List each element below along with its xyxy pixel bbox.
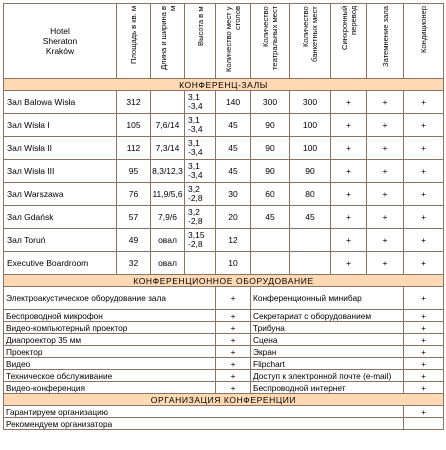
organization-row <box>4 406 444 418</box>
equipment-label: Flipchart <box>251 358 404 370</box>
hall-ac: + <box>404 137 444 160</box>
hall-theatre: 60 <box>251 183 290 206</box>
equipment-label: Сцена <box>251 334 404 346</box>
equipment-label: Секретариат с оборудованием <box>251 310 404 322</box>
col-header-banquet <box>290 4 331 79</box>
organization-value: + <box>404 406 444 418</box>
equipment-label: Беспроводной микрофон <box>4 310 216 322</box>
equipment-value: + <box>216 322 251 334</box>
equipment-value: + <box>404 346 444 358</box>
equipment-row <box>4 370 444 382</box>
hall-sync: + <box>331 229 367 252</box>
hall-area: 312 <box>117 91 151 114</box>
col-header-label: Высота в м <box>195 6 205 46</box>
hall-dims: 11,9/5,6 <box>151 183 185 206</box>
col-header-area <box>117 4 151 79</box>
hall-dims <box>151 91 185 114</box>
table-row <box>4 229 444 252</box>
col-header-label: Количество мест у столов <box>224 6 242 72</box>
hall-theatre: 90 <box>251 114 290 137</box>
hall-theatre: 90 <box>251 160 290 183</box>
col-header-label: Синхронный перевод <box>339 6 358 51</box>
equipment-value: + <box>216 370 251 382</box>
hall-ac: + <box>404 114 444 137</box>
hall-area: 76 <box>117 183 151 206</box>
hall-theatre: 90 <box>251 137 290 160</box>
equipment-value: + <box>404 322 444 334</box>
equipment-label: Видео-компьютерный проектор <box>4 322 216 334</box>
hall-dims: 7,6/14 <box>151 114 185 137</box>
hall-dims: овал <box>151 252 185 275</box>
equipment-value: + <box>216 346 251 358</box>
hall-ac: + <box>404 160 444 183</box>
equipment-label: Техническое обслуживание <box>4 370 216 382</box>
hall-dark: + <box>367 91 404 114</box>
hall-banquet: 45 <box>290 206 331 229</box>
equipment-label: Проектор <box>4 346 216 358</box>
hotel-title-line: Hotel <box>50 26 70 36</box>
hall-tables: 30 <box>216 183 251 206</box>
equipment-label: Экран <box>251 346 404 358</box>
hall-tables: 45 <box>216 114 251 137</box>
equipment-row <box>4 358 444 370</box>
hall-tables: 12 <box>216 229 251 252</box>
equipment-value: + <box>216 358 251 370</box>
hall-theatre <box>251 229 290 252</box>
equipment-value: + <box>404 358 444 370</box>
col-header-sync <box>331 4 367 79</box>
hall-dark: + <box>367 114 404 137</box>
hall-tables: 10 <box>216 252 251 275</box>
equipment-row <box>4 322 444 334</box>
table-row <box>4 160 444 183</box>
organization-row <box>4 418 444 430</box>
equipment-row <box>4 382 444 394</box>
hall-sync: + <box>331 183 367 206</box>
hall-ac: + <box>404 206 444 229</box>
equipment-label: Беспроводной интернет <box>251 382 404 394</box>
hall-tables: 140 <box>216 91 251 114</box>
hall-theatre: 45 <box>251 206 290 229</box>
equipment-label: Конференционный минибар <box>251 287 404 310</box>
hall-theatre: 300 <box>251 91 290 114</box>
hall-dark: + <box>367 160 404 183</box>
equipment-row <box>4 334 444 346</box>
hall-sync: + <box>331 137 367 160</box>
hall-name: Зал Wisła I <box>4 114 117 137</box>
col-header-label: Длина и ширина в м <box>158 6 177 71</box>
col-header-height <box>185 4 216 79</box>
hall-area: 105 <box>117 114 151 137</box>
hall-banquet: 300 <box>290 91 331 114</box>
col-header-dark <box>367 4 404 79</box>
hotel-title <box>4 4 117 79</box>
hall-name: Зал Wisła III <box>4 160 117 183</box>
hall-banquet <box>290 229 331 252</box>
hall-height: 3,2 -2,8 <box>185 183 216 206</box>
hall-sync: + <box>331 91 367 114</box>
equipment-value: + <box>216 287 251 310</box>
equipment-label: Доступ к электронной почте (e-mail) <box>251 370 404 382</box>
hall-dark: + <box>367 206 404 229</box>
equipment-value: + <box>404 370 444 382</box>
col-header-label: Количество театральных мест <box>261 6 279 71</box>
equipment-label: Электроакустическое оборудование зала <box>4 287 216 310</box>
table-row <box>4 91 444 114</box>
hall-area: 112 <box>117 137 151 160</box>
hall-height: 3,1 -3,4 <box>185 114 216 137</box>
equipment-value: + <box>404 382 444 394</box>
hall-dark: + <box>367 183 404 206</box>
hall-sync: + <box>331 206 367 229</box>
hall-theatre <box>251 252 290 275</box>
hall-ac: + <box>404 183 444 206</box>
hall-area: 57 <box>117 206 151 229</box>
hall-height: 3,2 -2,8 <box>185 206 216 229</box>
equipment-value: + <box>404 287 444 310</box>
hall-banquet: 80 <box>290 183 331 206</box>
hall-area: 49 <box>117 229 151 252</box>
equipment-value: + <box>216 310 251 322</box>
hall-name: Зал Gdańsk <box>4 206 117 229</box>
hall-height: 3,15 -2,8 <box>185 229 216 252</box>
table-row <box>4 206 444 229</box>
hall-banquet: 100 <box>290 114 331 137</box>
hall-name: Зал Balowa Wisła <box>4 91 117 114</box>
hall-banquet: 90 <box>290 160 331 183</box>
equipment-value: + <box>404 334 444 346</box>
section-equipment: КОНФЕРЕНЦИОННОЕ ОБОРУДОВАНИЕ <box>4 275 444 287</box>
section-halls: КОНФЕРЕНЦ-ЗАЛЫ <box>4 79 444 91</box>
hall-dark: + <box>367 137 404 160</box>
hall-name: Executive Boardroom <box>4 252 117 275</box>
hall-dims: 7,3/14 <box>151 137 185 160</box>
hall-ac: + <box>404 229 444 252</box>
hall-tables: 45 <box>216 160 251 183</box>
hall-ac: + <box>404 91 444 114</box>
hall-banquet <box>290 252 331 275</box>
hall-area: 32 <box>117 252 151 275</box>
hall-height <box>185 252 216 275</box>
table-row <box>4 252 444 275</box>
col-header-label: Количество банкетных мест <box>301 6 319 62</box>
col-header-tables <box>216 4 251 79</box>
col-header-ac <box>404 4 444 79</box>
hall-height: 3,1 -3,4 <box>185 160 216 183</box>
hall-name: Зал Toruń <box>4 229 117 252</box>
hotel-title-line: Sheraton <box>42 36 78 46</box>
hall-height: 3,1 -3,4 <box>185 137 216 160</box>
equipment-label: Видео-конференция <box>4 382 216 394</box>
equipment-value: + <box>216 334 251 346</box>
equipment-value: + <box>216 382 251 394</box>
table-row <box>4 183 444 206</box>
equipment-label: Трибуна <box>251 322 404 334</box>
equipment-label: Видео <box>4 358 216 370</box>
equipment-row <box>4 310 444 322</box>
hall-tables: 45 <box>216 137 251 160</box>
col-header-theatre <box>251 4 290 79</box>
equipment-row <box>4 287 444 310</box>
equipment-row <box>4 346 444 358</box>
hall-banquet: 100 <box>290 137 331 160</box>
hotel-title-line: Kraków <box>45 46 75 56</box>
section-organization: ОРГАНИЗАЦИЯ КОНФЕРЕНЦИИ <box>4 394 444 406</box>
table-row <box>4 114 444 137</box>
equipment-label: Диапроектор 35 мм <box>4 334 216 346</box>
table-row <box>4 137 444 160</box>
hall-sync: + <box>331 252 367 275</box>
col-header-dims <box>151 4 185 79</box>
hall-name: Зал Wisła II <box>4 137 117 160</box>
hall-tables: 20 <box>216 206 251 229</box>
hall-dims: 8,3/12,3 <box>151 160 185 183</box>
organization-value <box>404 418 444 430</box>
hall-dark: + <box>367 252 404 275</box>
equipment-value: + <box>404 310 444 322</box>
col-header-label: Затемнение зала <box>380 6 390 68</box>
conference-table <box>3 3 444 430</box>
hall-name: Зал Warszawa <box>4 183 117 206</box>
hall-dark: + <box>367 229 404 252</box>
hall-sync: + <box>331 114 367 137</box>
hall-ac: + <box>404 252 444 275</box>
hall-dims: 7,9/6 <box>151 206 185 229</box>
organization-label: Рекомендуем организатора <box>4 418 404 430</box>
hall-sync: + <box>331 160 367 183</box>
hall-dims: овал <box>151 229 185 252</box>
hall-height: 3,1 -3,4 <box>185 91 216 114</box>
col-header-label: Кондиционер <box>419 6 428 53</box>
hall-area: 95 <box>117 160 151 183</box>
col-header-label: Площадь в кв. м <box>129 6 138 65</box>
organization-label: Гарантируем организацию <box>4 406 404 418</box>
